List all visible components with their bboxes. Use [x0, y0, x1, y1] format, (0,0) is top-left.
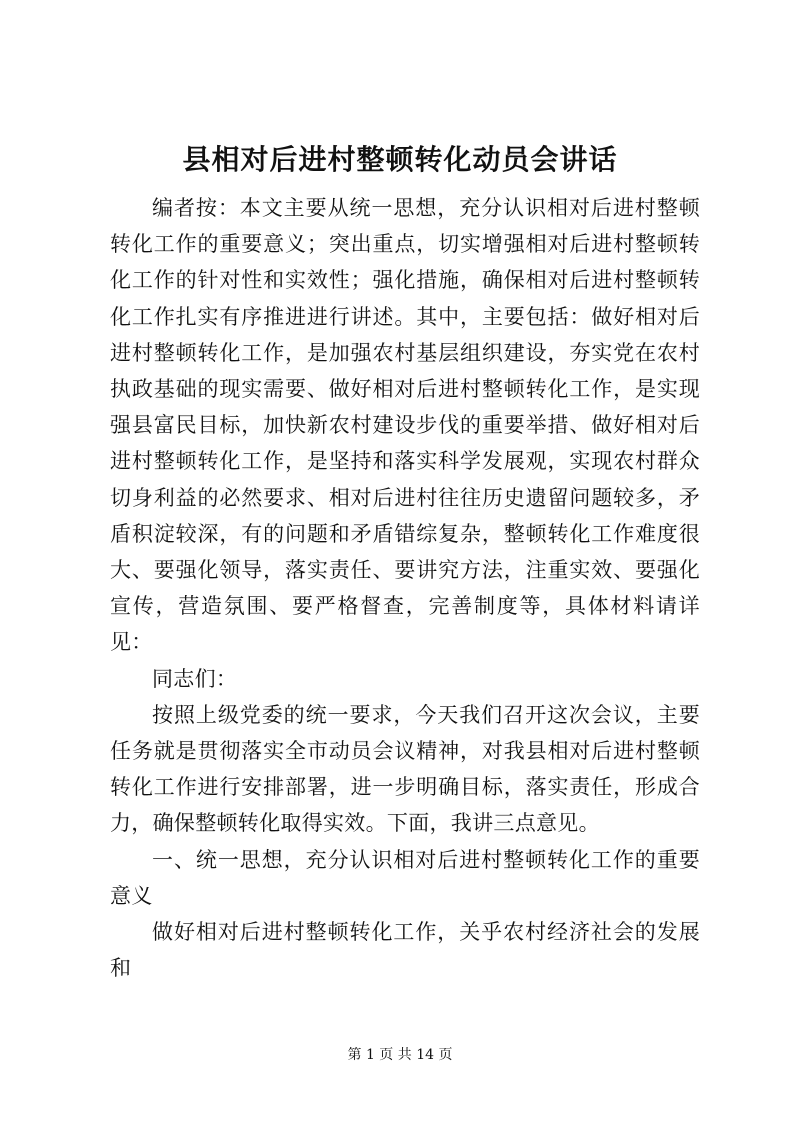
editor-note-paragraph: 编者按：本文主要从统一思想，充分认识相对后进村整顿转化工作的重要意义；突出重点，切实增强相对后进村整顿转化工作的针对性和实效性；强化措施，确保相对后进村整顿转化工作扎实有序推进进行讲述。其中，主要包括：做好相对后进村整顿转化工作，是加强农村基层组织建设，夯实党在农村执政基础的现实需要、做好相对后进村整顿转化工作，是实现强县富民目标，加快新农村建设步伐的重要举措、做好相对后进村整顿转化工作，是坚持和落实科学发展观，实现农村群众切身利益的必然要求、相对后进村往往历史遗留问题较多，矛盾积淀较深，有的问题和矛盾错综复杂，整顿转化工作难度很大、要强化领导，落实责任、要讲究方法，注重实效、要强化宣传，营造氛围、要严格督查，完善制度等，具体材料请详见：: [110, 196, 700, 655]
page-number-footer: 第 1 页 共 14 页: [347, 1047, 453, 1063]
document-title: 县相对后进村整顿转化动员会讲话: [182, 143, 618, 176]
salutation-paragraph: 同志们：: [152, 666, 238, 691]
document-body: [110, 190, 700, 986]
body-paragraph: 做好相对后进村整顿转化工作，关乎农村经济社会的发展和: [110, 920, 700, 981]
intro-paragraph: 按照上级党委的统一要求，今天我们召开这次会议，主要任务就是贯彻落实全市动员会议精神，对我县相对后进村整顿转化工作进行安排部署，进一步明确目标，落实责任，形成合力，确保整顿转化取得实效。下面，我讲三点意见。: [110, 702, 700, 836]
section-heading-paragraph: 一、统一思想，充分认识相对后进村整顿转化工作的重要意义: [110, 847, 700, 908]
